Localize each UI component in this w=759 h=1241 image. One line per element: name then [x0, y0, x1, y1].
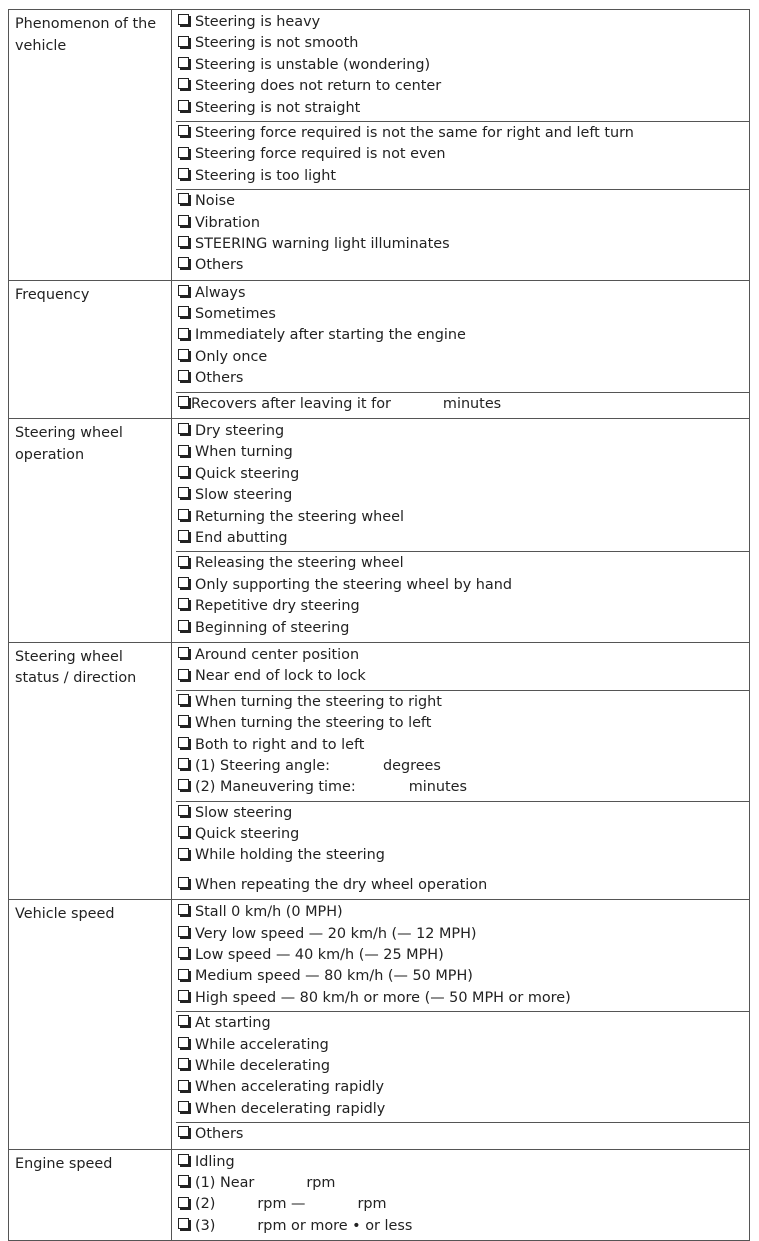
checklist-item[interactable] [176, 575, 749, 596]
section-options [172, 280, 750, 418]
checkbox-icon[interactable] [178, 236, 189, 247]
checkbox-icon[interactable] [178, 805, 189, 816]
checklist-item[interactable] [176, 735, 749, 756]
checklist-item[interactable] [176, 1173, 749, 1194]
option-group [176, 1123, 749, 1147]
option-label: While decelerating [195, 1057, 331, 1074]
checkbox-icon[interactable] [178, 1218, 189, 1229]
checklist-item[interactable] [176, 803, 749, 824]
option-label: Sometimes [195, 306, 276, 323]
option-group [176, 11, 749, 122]
option-label: Steering is not straight [195, 99, 361, 116]
checkbox-icon[interactable] [178, 306, 189, 317]
option-label: Dry steering [195, 423, 285, 440]
checklist-item[interactable] [176, 33, 749, 54]
checklist-item[interactable] [176, 485, 749, 506]
checkbox-icon[interactable] [178, 556, 189, 567]
option-label-part: (1) Steering angle: [195, 757, 330, 774]
option-label: Only supporting the steering wheel by hand [195, 576, 512, 593]
checklist-item[interactable] [176, 1035, 749, 1056]
checklist-item[interactable] [176, 191, 749, 212]
option-label: At starting [195, 1015, 271, 1032]
option-label: While accelerating [195, 1036, 329, 1053]
checkbox-icon[interactable] [178, 969, 189, 980]
checklist-item[interactable] [176, 304, 749, 325]
checkbox-icon[interactable] [178, 1037, 189, 1048]
checklist-item[interactable] [176, 596, 749, 617]
option-group [176, 644, 749, 691]
checklist-item[interactable] [176, 98, 749, 119]
option-label-part: Recovers after leaving it for [191, 395, 391, 412]
checklist-item[interactable] [176, 618, 749, 639]
section-row-vehicle-speed [9, 900, 750, 1149]
checkbox-icon[interactable] [178, 147, 189, 158]
option-group [176, 1151, 749, 1240]
option-label: High speed — 80 km/h or more (— 50 MPH or more) [195, 989, 571, 1006]
option-label: Noise [195, 193, 235, 210]
checkbox-icon[interactable] [178, 1126, 189, 1137]
checkbox-icon[interactable] [178, 620, 189, 631]
option-label: STEERING warning light illuminates [195, 235, 450, 252]
option-label: Medium speed — 80 km/h (— 50 MPH) [195, 968, 473, 985]
option-label: Quick steering [195, 826, 300, 843]
option-label-part: (2) [195, 1196, 216, 1213]
checkbox-icon[interactable] [178, 826, 189, 837]
option-label: Others [195, 1126, 244, 1143]
option-label-part: (2) Maneuvering time: [195, 779, 356, 796]
option-label: Others [195, 370, 244, 387]
section-row-phenomenon-of-the-vehicle [9, 10, 750, 281]
option-label-part: (3) [195, 1217, 216, 1234]
option-label: Beginning of steering [195, 619, 350, 636]
option-label: When decelerating rapidly [195, 1100, 386, 1117]
checklist-item[interactable] [176, 213, 749, 234]
option-group [176, 802, 749, 899]
checkbox-icon[interactable] [178, 487, 189, 498]
option-label: When turning the steering to left [195, 715, 432, 732]
checkbox-icon[interactable] [178, 926, 189, 937]
checklist-item[interactable] [176, 875, 749, 896]
option-group [176, 190, 749, 279]
checklist-item[interactable] [176, 945, 749, 966]
checklist-item[interactable] [176, 442, 749, 463]
option-group [176, 1012, 749, 1123]
checklist-item[interactable] [176, 464, 749, 485]
checklist-item[interactable] [176, 1099, 749, 1120]
section-options [172, 900, 750, 1149]
checklist-item[interactable] [176, 368, 749, 389]
checklist-item[interactable] [176, 347, 749, 368]
checkbox-icon[interactable] [178, 285, 189, 296]
checkbox-icon[interactable] [178, 737, 189, 748]
option-label: Both to right and to left [195, 736, 365, 753]
section-options [172, 419, 750, 643]
section-label: Steering wheel operation [9, 419, 172, 643]
option-label: Repetitive dry steering [195, 598, 360, 615]
checklist-item[interactable] [176, 756, 749, 777]
option-label: When accelerating rapidly [195, 1079, 384, 1096]
checklist-item[interactable] [176, 421, 749, 442]
checklist-item[interactable] [176, 166, 749, 187]
option-label: Idling [195, 1153, 235, 1170]
checkbox-icon[interactable] [178, 1197, 189, 1208]
section-row-steering-wheel-operation [9, 419, 750, 643]
checkbox-icon[interactable] [178, 168, 189, 179]
option-group [176, 420, 749, 552]
section-label: Vehicle speed [9, 900, 172, 1149]
diagnosis-checklist-table [8, 9, 750, 1241]
section-row-steering-wheel-status-direction [9, 642, 750, 899]
option-label: Around center position [195, 646, 360, 663]
option-label-part: rpm [357, 1196, 387, 1213]
option-label: Steering force required is not the same for right and left turn [195, 124, 634, 141]
checklist-item[interactable] [176, 1124, 749, 1145]
option-label-part: (1) Near [195, 1174, 255, 1191]
checkbox-icon[interactable] [178, 1101, 189, 1112]
option-label: Steering force required is not even [195, 146, 446, 163]
option-label: Steering is too light [195, 167, 337, 184]
checkbox-icon[interactable] [178, 1175, 189, 1186]
checkbox-icon[interactable] [178, 215, 189, 226]
checkbox-icon[interactable] [178, 647, 189, 658]
option-label: Steering does not return to center [195, 78, 442, 95]
checklist-item[interactable] [176, 234, 749, 255]
option-group [176, 282, 749, 393]
option-label: Steering is unstable (wondering) [195, 56, 431, 73]
checkbox-icon[interactable] [178, 877, 189, 888]
checklist-item[interactable] [176, 666, 749, 687]
checkbox-icon[interactable] [178, 947, 189, 958]
option-group [176, 691, 749, 802]
checkbox-icon[interactable] [178, 715, 189, 726]
checklist-item[interactable] [176, 845, 749, 866]
option-label: Returning the steering wheel [195, 508, 404, 525]
option-label-part: minutes [442, 395, 502, 412]
checkbox-icon[interactable] [178, 57, 189, 68]
checklist-item[interactable] [176, 394, 749, 415]
option-label: Stall 0 km/h (0 MPH) [195, 904, 343, 921]
checklist-item[interactable] [176, 966, 749, 987]
option-label: Vibration [195, 214, 260, 231]
checkbox-icon[interactable] [178, 445, 189, 456]
checkbox-icon[interactable] [178, 1058, 189, 1069]
spacer [176, 867, 749, 875]
option-group [176, 552, 749, 641]
checkbox-icon[interactable] [178, 396, 189, 407]
option-label: Very low speed — 20 km/h (— 12 MPH) [195, 925, 477, 942]
checklist-item[interactable] [176, 1194, 749, 1215]
section-label: Phenomenon of the vehicle [9, 10, 172, 281]
option-label-part: rpm or more • or less [257, 1217, 413, 1234]
option-label: Slow steering [195, 804, 293, 821]
checklist-item[interactable] [176, 528, 749, 549]
checklist-item[interactable] [176, 553, 749, 574]
option-label: Low speed — 40 km/h (— 25 MPH) [195, 947, 444, 964]
checkbox-icon[interactable] [178, 100, 189, 111]
checklist-item[interactable] [176, 988, 749, 1009]
option-label-part: minutes [408, 779, 468, 796]
checklist-item[interactable] [176, 713, 749, 734]
section-label: Engine speed [9, 1149, 172, 1241]
checkbox-icon[interactable] [178, 1154, 189, 1165]
option-label: Steering is heavy [195, 14, 321, 30]
checklist-item[interactable] [176, 692, 749, 713]
checkbox-icon[interactable] [178, 598, 189, 609]
checklist-item[interactable] [176, 777, 749, 798]
checklist-item[interactable] [176, 144, 749, 165]
checkbox-icon[interactable] [178, 466, 189, 477]
option-label: Near end of lock to lock [195, 668, 366, 685]
section-options [172, 10, 750, 281]
checkbox-icon[interactable] [178, 328, 189, 339]
section-row-frequency [9, 280, 750, 418]
section-label: Frequency [9, 280, 172, 418]
checkbox-icon[interactable] [178, 370, 189, 381]
checkbox-icon[interactable] [178, 694, 189, 705]
checkbox-icon[interactable] [178, 758, 189, 769]
checkbox-icon[interactable] [178, 1015, 189, 1026]
section-label: Steering wheel status / direction [9, 642, 172, 899]
checkbox-icon[interactable] [178, 530, 189, 541]
checkbox-icon[interactable] [178, 349, 189, 360]
checkbox-icon[interactable] [178, 779, 189, 790]
section-options [172, 642, 750, 899]
checkbox-icon[interactable] [178, 423, 189, 434]
checklist-item[interactable] [176, 1216, 749, 1237]
option-label: Slow steering [195, 487, 293, 504]
option-label-part: rpm [306, 1174, 336, 1191]
checklist-item[interactable] [176, 12, 749, 33]
checklist-item[interactable] [176, 1077, 749, 1098]
option-label: Releasing the steering wheel [195, 555, 404, 572]
option-group [176, 393, 749, 417]
option-label: Steering is not smooth [195, 35, 359, 52]
checkbox-icon[interactable] [178, 125, 189, 136]
checkbox-icon[interactable] [178, 14, 189, 25]
checkbox-icon[interactable] [178, 669, 189, 680]
checkbox-icon[interactable] [178, 990, 189, 1001]
checklist-item[interactable] [176, 1056, 749, 1077]
checkbox-icon[interactable] [178, 848, 189, 859]
option-label: When turning [195, 444, 293, 461]
option-label: Others [195, 257, 244, 274]
checkbox-icon[interactable] [178, 257, 189, 268]
option-label: When turning the steering to right [195, 693, 442, 710]
option-label: Immediately after starting the engine [195, 327, 466, 344]
checklist-item[interactable] [176, 507, 749, 528]
option-label: Quick steering [195, 465, 300, 482]
option-label: End abutting [195, 529, 288, 546]
option-label-part: rpm — [257, 1196, 306, 1213]
checkbox-icon[interactable] [178, 577, 189, 588]
option-group [176, 901, 749, 1012]
checkbox-icon[interactable] [178, 193, 189, 204]
checklist-item[interactable] [176, 902, 749, 923]
checkbox-icon[interactable] [178, 509, 189, 520]
checklist-item[interactable] [176, 1152, 749, 1173]
checklist-item[interactable] [176, 123, 749, 144]
option-label-part: degrees [382, 757, 441, 774]
checklist-item[interactable] [176, 824, 749, 845]
option-label: Only once [195, 348, 268, 365]
checklist-item[interactable] [176, 645, 749, 666]
checkbox-icon[interactable] [178, 78, 189, 89]
checkbox-icon[interactable] [178, 904, 189, 915]
checklist-item[interactable] [176, 255, 749, 276]
option-group [176, 122, 749, 190]
checklist-item[interactable] [176, 55, 749, 76]
checkbox-icon[interactable] [178, 1080, 189, 1091]
checklist-item[interactable] [176, 283, 749, 304]
checklist-item[interactable] [176, 1013, 749, 1034]
checklist-item[interactable] [176, 76, 749, 97]
checkbox-icon[interactable] [178, 36, 189, 47]
option-label: While holding the steering [195, 847, 385, 864]
option-label: When repeating the dry wheel operation [195, 876, 488, 893]
checklist-item[interactable] [176, 924, 749, 945]
checklist-item[interactable] [176, 325, 749, 346]
option-label: Always [195, 284, 246, 301]
